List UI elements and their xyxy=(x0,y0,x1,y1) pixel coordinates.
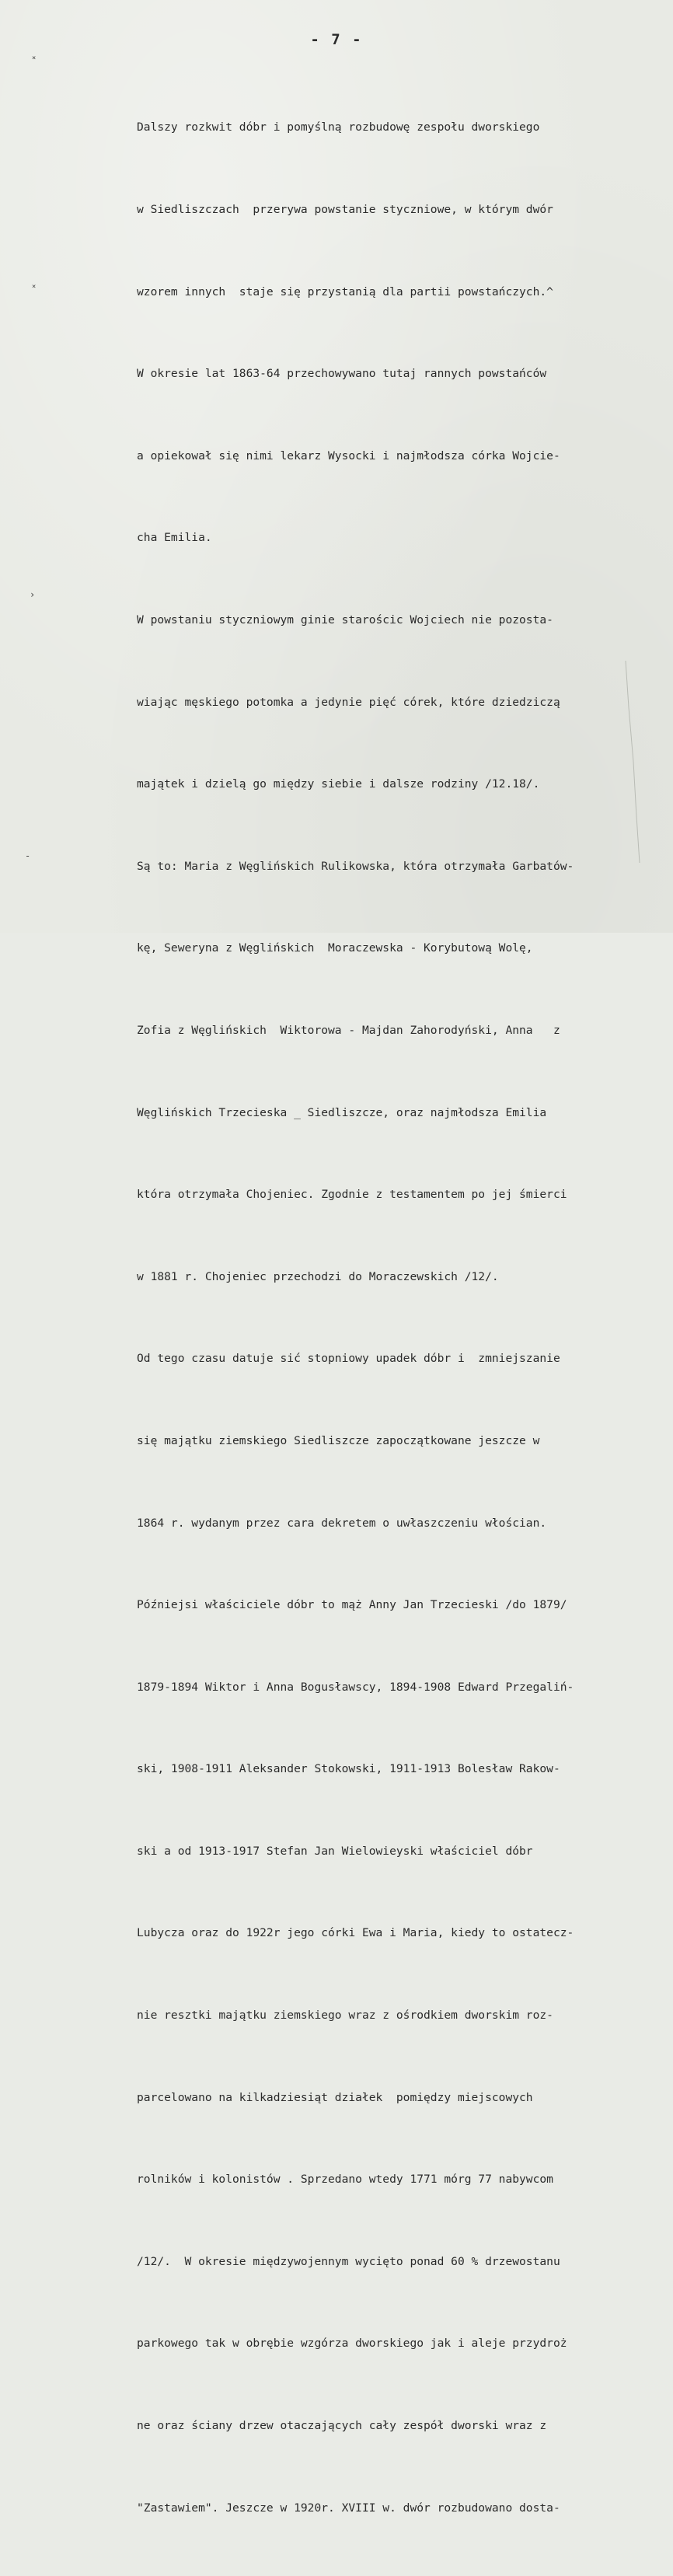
margin-mark: › xyxy=(30,589,36,600)
text-line: cha Emilia. xyxy=(137,531,212,545)
text-line: się majątku ziemskiego Siedliszcze zapoczątkowane jeszcze w xyxy=(137,1433,540,1447)
text-line: Późniejsi właściciele dóbr to mąż Anny Jan Trzecieski /do 1879/ xyxy=(137,1598,567,1612)
text-line: ski a od 1913-1917 Stefan Jan Wielowieyski właściciel dóbr xyxy=(137,1844,533,1858)
margin-mark: ˟ xyxy=(31,283,37,294)
text-line: w 1881 r. Chojeniec przechodzi do Moraczewskich /12/. xyxy=(137,1269,499,1283)
text-line: "Zastawiem". Jeszcze w 1920r. XVIII w. dwór rozbudowano dosta- xyxy=(137,2501,560,2515)
text-line: /12/. W okresie międzywojennym wycięto ponad 60 % drzewostanu xyxy=(137,2254,560,2268)
text-line: Węglińskich Trzecieska _ Siedliszcze, oraz najmłodsza Emilia xyxy=(137,1105,547,1119)
text-line: ne oraz ściany drzew otaczających cały zespół dworski wraz z xyxy=(137,2419,547,2433)
text-line: W powstaniu styczniowym ginie starościc Wojciech nie pozosta- xyxy=(137,613,553,627)
text-line: parcelowano na kilkadziesiąt działek pomiędzy miejscowych xyxy=(137,2090,533,2104)
text-line: która otrzymała Chojeniec. Zgodnie z testamentem po jej śmierci xyxy=(137,1188,567,1202)
text-line: Są to: Maria z Węglińskich Rulikowska, która otrzymała Garbatów- xyxy=(137,859,574,873)
text-line: ski, 1908-1911 Aleksander Stokowski, 1911-1913 Bolesław Rakow- xyxy=(137,1762,560,1776)
text-line: Zofia z Węglińskich Wiktorowa - Majdan Zahorodyński, Anna z xyxy=(137,1023,560,1037)
text-line: 1864 r. wydanym przez cara dekretem o uwłaszczeniu włościan. xyxy=(137,1516,547,1530)
margin-mark: ˟ xyxy=(31,54,37,65)
text-line: Od tego czasu datuje sić stopniowy upadek dóbr i zmniejszanie xyxy=(137,1352,560,1366)
text-line: W okresie lat 1863-64 przechowywano tutaj rannych powstańców xyxy=(137,367,547,381)
text-line: wiając męskiego potomka a jedynie pięć córek, które dziedziczą xyxy=(137,695,560,709)
text-line: wzorem innych staje się przystanią dla partii powstańczych.^ xyxy=(137,284,553,298)
text-line: 1879-1894 Wiktor i Anna Bogusławscy, 1894-1908 Edward Przegaliń- xyxy=(137,1680,574,1694)
text-line: Lubycza oraz do 1922r jego córki Ewa i Maria, kiedy to ostatecz- xyxy=(137,1926,574,1940)
text-line: a opiekował się nimi lekarz Wysocki i najmłodsza córka Wojcie- xyxy=(137,449,560,462)
text-line: kę, Seweryna z Węglińskich Moraczewska - Korybutową Wolę, xyxy=(137,941,533,955)
text-line: nie resztki majątku ziemskiego wraz z ośrodkiem dworskim roz- xyxy=(137,2009,553,2023)
body-text xyxy=(137,59,665,2576)
text-line: majątek i dzielą go między siebie i dalsze rodziny /12.18/. xyxy=(137,777,540,791)
text-line: parkowego tak w obrębie wzgórza dworskiego jak i aleje przydroż xyxy=(137,2337,567,2351)
margin-mark: - xyxy=(25,850,31,861)
page-number: - 7 - xyxy=(310,31,363,48)
text-line: w Siedliszczach przerywa powstanie styczniowe, w którym dwór xyxy=(137,203,553,216)
text-line: Dalszy rozkwit dóbr i pomyślną rozbudowę zespołu dworskiego xyxy=(137,120,540,134)
text-line: rolników i kolonistów . Sprzedano wtedy 1771 mórg 77 nabywcom xyxy=(137,2173,553,2187)
